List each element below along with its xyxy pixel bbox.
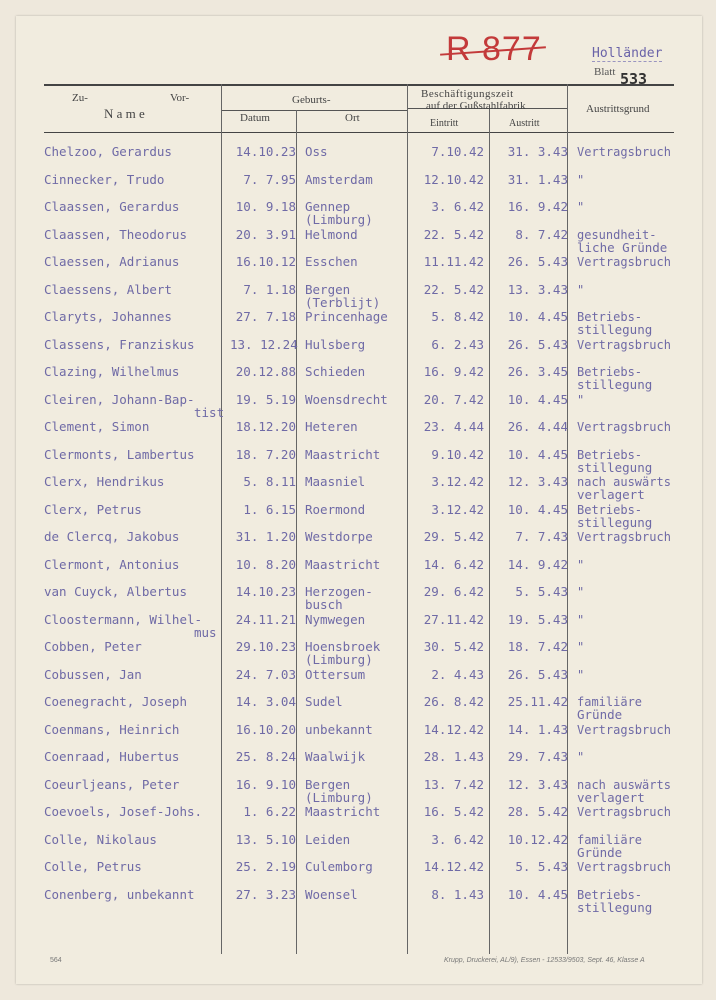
- birth-date: 7. 7.95: [243, 171, 296, 187]
- exit-date: 10. 4.45: [507, 501, 568, 517]
- exit-date: 12. 3.43: [507, 776, 568, 792]
- entry-date: 26. 8.42: [423, 694, 484, 709]
- birth-place: Hoensbroek (Limburg): [305, 639, 381, 667]
- birth-date: 29.10.23: [235, 639, 296, 654]
- exit-reason: familiäre Gründe: [577, 832, 643, 860]
- header-ort: Ort: [345, 112, 360, 124]
- entry-date: 3.12.42: [431, 501, 484, 517]
- person-name: Colle, Petrus: [44, 859, 142, 874]
- exit-date: 13. 3.43: [507, 281, 568, 297]
- table-row: [0, 831, 716, 860]
- exit-date: 26. 5.43: [507, 666, 568, 682]
- exit-reason: Vertragsbruch: [577, 420, 671, 434]
- exit-reason: ": [577, 172, 585, 187]
- table-row: [0, 173, 716, 193]
- birth-place: Maasniel: [305, 474, 366, 489]
- table-row: [0, 694, 716, 722]
- exit-reason: Betriebs- stillegung: [577, 887, 653, 915]
- exit-date: 5. 5.43: [515, 584, 568, 599]
- birth-place: Maastricht: [305, 446, 381, 462]
- exit-date: 26. 4.44: [507, 419, 568, 434]
- table-row: [0, 723, 716, 743]
- red-file-stamp: R 877: [446, 30, 542, 68]
- birth-date: 1. 6.15: [243, 501, 296, 517]
- exit-reason: ": [577, 200, 585, 214]
- exit-reason: ": [577, 640, 585, 654]
- entry-date: 12.10.42: [423, 171, 484, 187]
- birth-place: Hulsberg: [305, 336, 366, 352]
- exit-reason: nach auswärts verlagert: [577, 475, 671, 502]
- birth-place: Heteren: [305, 419, 358, 434]
- birth-place: Culemborg: [305, 859, 373, 874]
- birth-date: 24. 7.03: [235, 666, 296, 682]
- person-name: Cobben, Peter: [44, 639, 142, 654]
- person-name: Claessen, Adrianus: [44, 254, 180, 269]
- exit-reason: familiäre Gründe: [577, 695, 643, 722]
- birth-place: Sudel: [305, 694, 343, 709]
- table-row: [0, 558, 716, 578]
- exit-reason: Betriebs- stillegung: [577, 310, 653, 337]
- person-name: Claessens, Albert: [44, 281, 172, 297]
- header-top-rule: [44, 84, 674, 86]
- header-gussstahlfabrik: auf der Gußstahlfabrik: [426, 100, 526, 112]
- birth-place: Roermond: [305, 501, 366, 517]
- exit-reason: Vertragsbruch: [577, 337, 671, 352]
- person-name: Claryts, Johannes: [44, 309, 172, 324]
- exit-reason: Betriebs- stillegung: [577, 502, 653, 530]
- person-name: Coeurljeans, Peter: [44, 776, 180, 792]
- birth-place: unbekannt: [305, 721, 373, 737]
- birth-subrule: [221, 110, 407, 111]
- entry-date: 27.11.42: [423, 611, 484, 627]
- header-geburts: Geburts-: [292, 94, 331, 106]
- person-name: Coenegracht, Joseph: [44, 694, 187, 709]
- exit-reason: ": [577, 392, 585, 407]
- person-name: Classens, Franziskus: [44, 336, 195, 352]
- birth-place: Esschen: [305, 254, 358, 269]
- birth-place: Schieden: [305, 364, 366, 379]
- table-row: [0, 805, 716, 825]
- entry-date: 16. 9.42: [423, 364, 484, 379]
- entry-date: 9.10.42: [431, 446, 484, 462]
- birth-place: Bergen (Limburg): [305, 776, 373, 805]
- person-name: de Clercq, Jakobus: [44, 529, 180, 544]
- entry-date: 16. 5.42: [423, 804, 484, 819]
- entry-date: 23. 4.44: [423, 419, 484, 434]
- exit-reason: ": [577, 750, 585, 764]
- exit-date: 10. 4.45: [507, 886, 568, 902]
- table-row: [0, 420, 716, 440]
- birth-place: Ottersum: [305, 666, 366, 682]
- birth-place: Woensdrecht: [305, 391, 388, 407]
- table-row: [0, 338, 716, 358]
- person-name: Clerx, Hendrikus: [44, 474, 165, 489]
- header-name: N a m e: [104, 106, 145, 121]
- birth-place: Leiden: [305, 831, 351, 847]
- entry-date: 6. 2.43: [431, 336, 484, 352]
- birth-place: Waalwijk: [305, 749, 366, 764]
- sheet-number: 533: [620, 70, 648, 88]
- exit-date: 14. 1.43: [507, 721, 568, 737]
- exit-date: 26. 3.45: [507, 364, 568, 379]
- entry-date: 29. 5.42: [423, 529, 484, 544]
- table-row: [0, 255, 716, 275]
- exit-reason: ": [577, 282, 585, 297]
- exit-date: 26. 5.43: [507, 336, 568, 352]
- printer-imprint: Krupp, Druckerei, AL/9), Essen - 12533/9503, Sept. 46, Klasse A: [444, 957, 645, 964]
- birth-place: Herzogen- busch: [305, 584, 373, 612]
- table-row: [0, 145, 716, 165]
- entry-date: 5. 8.42: [431, 309, 484, 324]
- birth-date: 20. 3.91: [235, 226, 296, 242]
- person-name: Claassen, Theodorus: [44, 226, 187, 242]
- exit-date: 25.11.42: [507, 694, 568, 709]
- person-name: Clerx, Petrus: [44, 501, 142, 517]
- header-austritt: Austritt: [509, 118, 540, 129]
- exit-date: 18. 7.42: [507, 639, 568, 654]
- entry-date: 13. 7.42: [423, 776, 484, 792]
- table-row: [0, 474, 716, 502]
- entry-date: 3.12.42: [431, 474, 484, 489]
- person-name: Coevoels, Josef-Johs.: [44, 804, 203, 819]
- table-row: [0, 530, 716, 550]
- entry-date: 14. 6.42: [423, 556, 484, 572]
- nationality-label: Holländer: [592, 46, 663, 61]
- person-name: van Cuyck, Albertus: [44, 584, 187, 599]
- birth-date: 18. 7.20: [235, 446, 296, 462]
- person-name: Claassen, Gerardus: [44, 199, 180, 214]
- birth-place: Nymwegen: [305, 611, 366, 627]
- exit-date: 7. 7.43: [515, 529, 568, 544]
- birth-date: 10. 9.18: [235, 199, 296, 214]
- exit-reason: ": [577, 612, 585, 627]
- exit-date: 8. 7.42: [515, 226, 568, 242]
- entry-date: 2. 4.43: [431, 666, 484, 682]
- sheet-label: Blatt: [594, 66, 616, 78]
- birth-place: Princenhage: [305, 309, 388, 324]
- table-row: [0, 281, 716, 310]
- exit-reason: Vertragsbruch: [577, 805, 671, 819]
- header-beschaeftigung: Beschäftigungszeit: [421, 88, 514, 100]
- exit-reason: Betriebs- stillegung: [577, 447, 653, 475]
- birth-date: 18.12.20: [235, 419, 296, 434]
- table-row: [0, 391, 716, 420]
- table-row: [0, 668, 716, 688]
- person-name: Cinnecker, Trudo: [44, 171, 165, 187]
- table-row: [0, 446, 716, 475]
- form-number: 564: [50, 957, 62, 964]
- entry-date: 28. 1.43: [423, 749, 484, 764]
- exit-reason: ": [577, 557, 585, 572]
- birth-place: Amsterdam: [305, 171, 373, 187]
- table-row: [0, 860, 716, 880]
- exit-reason: Vertragsbruch: [577, 860, 671, 874]
- person-name: Chelzoo, Gerardus: [44, 144, 172, 159]
- person-name: Coenraad, Hubertus: [44, 749, 180, 764]
- table-row: [0, 501, 716, 530]
- header-datum: Datum: [240, 112, 270, 124]
- exit-reason: Vertragsbruch: [577, 530, 671, 544]
- entry-date: 22. 5.42: [423, 281, 484, 297]
- exit-date: 31. 3.43: [507, 144, 568, 159]
- entry-date: 8. 1.43: [431, 886, 484, 902]
- exit-reason: Vertragsbruch: [577, 255, 671, 269]
- person-name: Clermont, Antonius: [44, 556, 180, 572]
- entry-date: 14.12.42: [423, 721, 484, 737]
- table-row: [0, 611, 716, 640]
- person-name: Clermonts, Lambertus: [44, 446, 195, 462]
- birth-date: 14.10.23: [235, 144, 296, 159]
- exit-date: 5. 5.43: [515, 859, 568, 874]
- person-name: Cleiren, Johann-Bap- tist: [44, 391, 225, 420]
- table-row: [0, 750, 716, 770]
- birth-date: 24.11.21: [235, 611, 296, 627]
- person-name: Clement, Simon: [44, 419, 150, 434]
- birth-date: 27. 3.23: [235, 886, 296, 902]
- entry-date: 7.10.42: [431, 144, 484, 159]
- entry-date: 29. 6.42: [423, 584, 484, 599]
- birth-date: 31. 1.20: [235, 529, 296, 544]
- exit-reason: Vertragsbruch: [577, 145, 671, 159]
- birth-date: 19. 5.19: [235, 391, 296, 407]
- birth-date: 14. 3.04: [235, 694, 296, 709]
- birth-place: Bergen (Terblijt): [305, 281, 381, 310]
- table-row: [0, 886, 716, 915]
- header-vor: Vor-: [170, 92, 190, 104]
- header-zu: Zu-: [72, 92, 88, 104]
- person-name: Colle, Nikolaus: [44, 831, 157, 847]
- birth-date: 20.12.88: [235, 364, 296, 379]
- table-row: [0, 776, 716, 805]
- exit-date: 16. 9.42: [507, 199, 568, 214]
- person-name: Cobussen, Jan: [44, 666, 142, 682]
- exit-reason: nach auswärts verlagert: [577, 777, 671, 805]
- table-row: [0, 584, 716, 612]
- entry-date: 14.12.42: [423, 859, 484, 874]
- exit-date: 10. 4.45: [507, 391, 568, 407]
- exit-date: 10.12.42: [507, 831, 568, 847]
- birth-place: Woensel: [305, 886, 358, 902]
- exit-reason: ": [577, 667, 585, 682]
- birth-date: 14.10.23: [235, 584, 296, 599]
- person-name: Cloostermann, Wilhel- mus: [44, 611, 217, 640]
- exit-date: 12. 3.43: [507, 474, 568, 489]
- table-row: [0, 364, 716, 392]
- birth-date: 25. 8.24: [235, 749, 296, 764]
- birth-date: 16.10.20: [235, 721, 296, 737]
- table-row: [0, 199, 716, 227]
- birth-date: 5. 8.11: [243, 474, 296, 489]
- entry-date: 20. 7.42: [423, 391, 484, 407]
- table-row: [0, 309, 716, 337]
- header-bottom-rule: [44, 132, 674, 133]
- birth-date: 1. 6.22: [243, 804, 296, 819]
- header-eintritt: Eintritt: [430, 118, 459, 129]
- exit-reason: Betriebs- stillegung: [577, 365, 653, 392]
- birth-date: 16.10.12: [235, 254, 296, 269]
- exit-date: 28. 5.42: [507, 804, 568, 819]
- entry-date: 11.11.42: [423, 254, 484, 269]
- birth-date: 16. 9.10: [235, 776, 296, 792]
- birth-place: Oss: [305, 144, 328, 159]
- exit-date: 29. 7.43: [507, 749, 568, 764]
- birth-place: Maastricht: [305, 804, 381, 819]
- birth-date: 7. 1.18: [243, 281, 296, 297]
- entry-date: 22. 5.42: [423, 226, 484, 242]
- exit-date: 10. 4.45: [507, 446, 568, 462]
- exit-date: 14. 9.42: [507, 556, 568, 572]
- table-row: [0, 639, 716, 667]
- entry-date: 3. 6.42: [431, 831, 484, 847]
- table-row: [0, 226, 716, 255]
- exit-date: 19. 5.43: [507, 611, 568, 627]
- birth-place: Westdorpe: [305, 529, 373, 544]
- entry-date: 30. 5.42: [423, 639, 484, 654]
- exit-reason: ": [577, 585, 585, 599]
- birth-place: Maastricht: [305, 556, 381, 572]
- birth-place: Helmond: [305, 226, 358, 242]
- exit-reason: Vertragsbruch: [577, 722, 671, 737]
- birth-date: 13. 5.10: [235, 831, 296, 847]
- entry-date: 3. 6.42: [431, 199, 484, 214]
- exit-date: 31. 1.43: [507, 171, 568, 187]
- exit-date: 26. 5.43: [507, 254, 568, 269]
- birth-date: 13. 12.24: [230, 336, 298, 352]
- birth-date: 25. 2.19: [235, 859, 296, 874]
- birth-date: 10. 8.20: [235, 556, 296, 572]
- person-name: Conenberg, unbekannt: [44, 886, 195, 902]
- exit-date: 10. 4.45: [507, 309, 568, 324]
- person-name: Coenmans, Heinrich: [44, 721, 180, 737]
- exit-reason: gesundheit- liche Gründe: [577, 227, 668, 255]
- person-name: Clazing, Wilhelmus: [44, 364, 180, 379]
- birth-place: Gennep (Limburg): [305, 199, 373, 227]
- birth-date: 27. 7.18: [235, 309, 296, 324]
- header-austrittsgrund: Austrittsgrund: [586, 103, 650, 115]
